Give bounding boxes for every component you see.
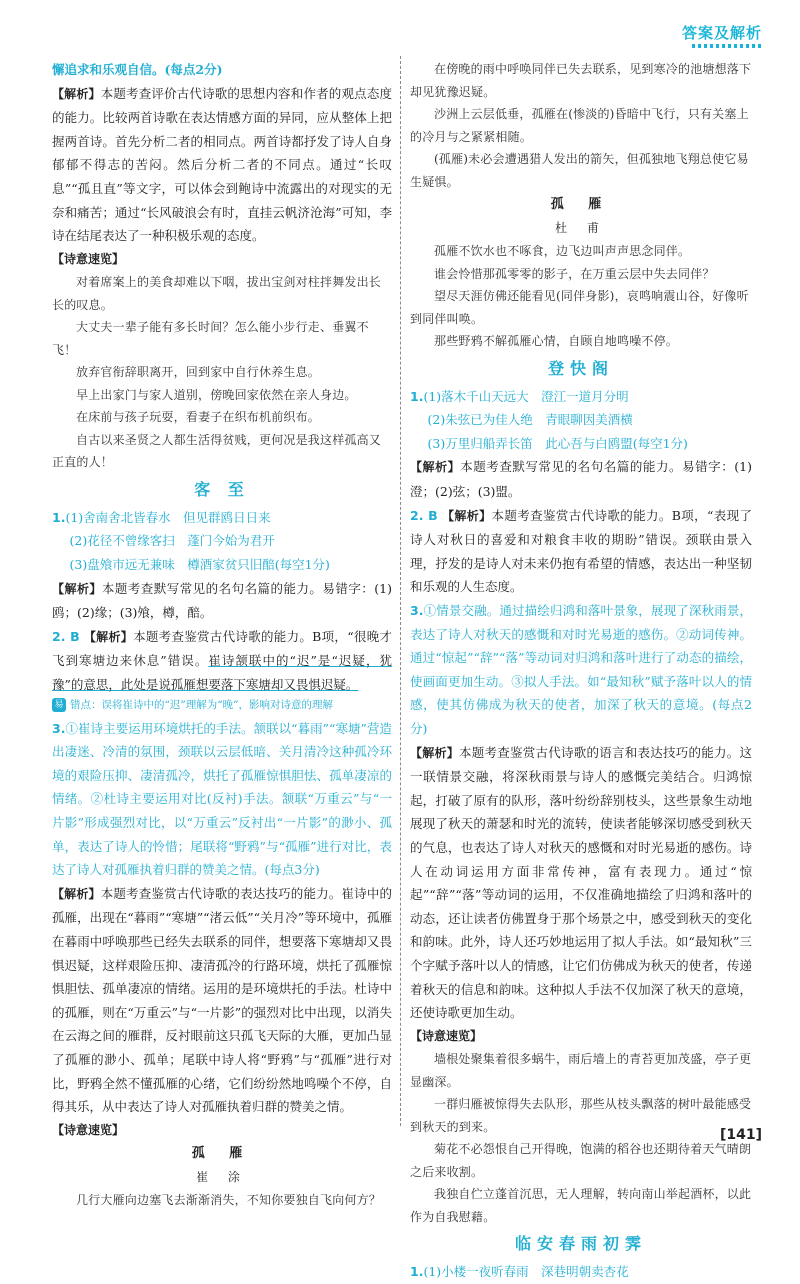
analysis-paragraph: [52, 577, 392, 625]
translation-line: 谁会怜惜那孤零零的影子，在万重云层中失去同伴？: [434, 266, 715, 281]
analysis-text: 本题考查鉴赏古代诗歌的表达技巧的能力。崔诗中的孤雁，出现在“暮雨”“寒塘”“渚云低”“关月冷”等环境中，孤雁在暮雨中呼唤那些已经失去联系的同伴，想要落下寒塘却又畏惧迟疑，这样艰险压抑、凄清孤冷的行路环境，烘托了孤雁惊惧胆怯、孤单凄凉的情绪。运用的是环境烘托的手法。杜诗中的孤雁，则在“万重云”与“一片影”的强烈对比中出现，以消失在云海之间的雁群，反衬眼前这只孤飞天际的大雁，更加凸显了孤雁的渺小、孤单；尾联中诗人将“野鸦”与“孤雁”进行对比，野鸦全然不懂孤雁的心绪，它们纷纷然地鸣噪个不停，自得其乐，从中表达了诗人对孤雁执着归群的赞美之情。: [52, 885, 392, 1115]
question-number: 2. B: [52, 628, 80, 644]
answer-continuation: 懈追求和乐观自信。(每点2分): [52, 62, 223, 77]
answer-line: (2)朱弦已为佳人绝 青眼聊因美酒横: [427, 412, 633, 428]
analysis-tag: 【解析】: [83, 629, 134, 644]
answer-line: (2)花径不曾缘客扫 蓬门今始为君开: [69, 533, 275, 549]
translation-line: 我独自伫立蓬首沉思，无人理解，转向南山举起酒杯，以此作为自我慰藉。: [410, 1187, 752, 1224]
question-number: 2. B: [410, 507, 438, 523]
translation-line: 一群归雁被惊得失去队形，那些从枝头飘落的树叶最能感受到秋天的到来。: [410, 1097, 752, 1134]
question-2: [410, 504, 752, 599]
page-number: [141]: [719, 1127, 762, 1143]
analysis-tag: 【解析】: [410, 460, 461, 475]
answer-line: (1)落木千山天远大 澄江一道月分明: [423, 388, 629, 404]
question-2: [52, 625, 392, 697]
translation-line: 自古以来圣贤之人都生活得贫贱，更何况是我这样孤高又正直的人！: [52, 432, 382, 470]
answer-text: ①崔诗主要运用环境烘托的手法。颔联以“暮雨”“寒塘”营造出凄迷、冷清的氛围，颈联以云层低暗、关月清冷这种孤冷环境的艰险压抑、凄清孤冷，烘托了孤雁惊惧胆怯、孤单凄凉的情绪。②杜诗主要运用对比(反衬)手法。颔联“万重云”与“一片影”形成强烈对比，以“万重云”反衬出“一片影”的渺小、孤单，表达了诗人的怜惜；尾联将“野鸦”与“孤雁”进行对比，表达了诗人对孤雁执着归群的赞美之情。(每点3分): [52, 720, 392, 878]
answer-line: (3)盘飧市远无兼味 樽酒家贫只旧醅(每空1分): [69, 557, 330, 573]
speed-read-tag: 【诗意速览】: [410, 1028, 483, 1043]
analysis-tag: 【解析】: [52, 581, 102, 596]
poem-title: 孤 雁: [191, 1146, 253, 1162]
translation-line: 对着席案上的美食却难以下咽，拔出宝剑对柱拌舞发出长长的叹息。: [52, 275, 382, 312]
answer-text: ①情景交融。通过描绘归鸿和落叶景象，展现了深秋雨景，表达了诗人对秋天的感慨和对时光易逝的感伤。②动词传神。通过“惊起”“辞”“落”等动词对归鸿和落叶进行了动态的描绘，使画面更加生动。③拟人手法。如“最知秋”赋予落叶以人的情感，使其仿佛成为秋天的使者，加深了秋天的意境。(每点2分): [410, 603, 752, 736]
section-title-kezhi: 客 至: [194, 479, 250, 499]
analysis-text: 本题考查鉴赏古代诗歌的能力。B项，“很晚才飞到寒塘边来休息”错误。: [52, 628, 392, 669]
translation-line: 早上出家门与家人道别，傍晚回家依然在亲人身边。: [76, 387, 357, 402]
section-title-linan: 临安春雨初霁: [514, 1234, 647, 1254]
question-number: 1.: [410, 1264, 424, 1280]
question-3: [52, 717, 392, 882]
question-1: [410, 385, 752, 409]
analysis-text: 本题考查默写常见的名句名篇的能力。易错字：(1)鸥；(2)缘；(3)飧，樽，醅。: [52, 580, 392, 621]
translation-line: 菊花不必怨恨自己开得晚，饱满的稻谷也还期待着天气晴朗之后来收割。: [410, 1142, 752, 1179]
translation-line: 墙根处聚集着很多蜗牛，雨后墙上的青苔更加茂盛，亭子更显幽深。: [410, 1052, 752, 1089]
column-divider: [400, 56, 401, 1126]
speed-read-tag: 【诗意速览】: [52, 251, 125, 266]
speed-read-tag: 【诗意速览】: [52, 1122, 125, 1137]
answer-line: (1)小楼一夜听春雨 深巷明朝卖杏花: [423, 1264, 629, 1280]
translation-line: 那些野鸦不解孤雁心情，自顾自地鸣噪不停。: [434, 334, 679, 349]
question-number: 3.: [410, 603, 424, 619]
header-title: 答案及解析: [681, 24, 762, 42]
question-1: [410, 1260, 752, 1284]
analysis-text: 本题考查默写常见的名句名篇的能力。易错字：(1)澄；(2)弦；(3)盟。: [410, 459, 752, 500]
poem-author: 杜 甫: [555, 220, 607, 235]
error-note: [52, 697, 392, 713]
translation-line: 望尽天涯仿佛还能看见(同伴身影)，哀鸣响震山谷，好像听到同伴叫唤。: [410, 289, 749, 326]
answer-line: (3)万里归船弄长笛 此心吾与白鸥盟(每空1分): [427, 435, 688, 451]
translation-line: 沙洲上云层低垂，孤雁在(惨淡的)昏暗中飞行，只有关塞上的冷月与之紧紧相随。: [410, 107, 749, 144]
analysis-paragraph: [52, 882, 392, 1119]
translation-line: 大丈夫一辈子能有多长时间？怎么能小步行走、垂翼不飞！: [52, 320, 369, 357]
error-note-icon: 易: [52, 698, 66, 712]
translation-line: (孤雁)未必会遭遇猎人发出的箭矢，但孤独地飞翔总使它易生疑惧。: [410, 152, 749, 189]
analysis-tag: 【解析】: [52, 886, 101, 901]
analysis-text: 本题考查鉴赏古代诗歌的语言和表达技巧的能力。这一联情景交融，将深秋雨景与诗人的感慨完美结合。归鸿惊起，打破了原有的队形，落叶纷纷辞别枝头，这些景象生动地展现了秋天的萧瑟和时光的流转，使读者能够深切感受到秋天的气息，也表达了诗人对秋天的感慨和对时光易逝的感伤。诗人在动词运用方面非常传神，富有表现力。通过“惊起”“辞”“落”等动词的运用，不仅准确地描绘了归鸿和落叶的动态，还让读者仿佛置身于那个场景之中，感受到秋天的变化和韵味。此外，诗人还巧妙地运用了拟人手法。如“最知秋”三个字赋予落叶以人的情感，让它们仿佛成为秋天的使者，传递着秋天的信息和韵味。这种拟人手法不仅加深了秋天的意境，还使诗歌更加生动。: [410, 744, 752, 1021]
question-1: [52, 506, 392, 530]
translation-line: 孤雁不饮水也不啄食，边飞边叫声声思念同伴。: [434, 244, 691, 259]
analysis-paragraph: [410, 741, 752, 1025]
answer-line: (1)舍南舍北皆春水 但见群鸥日日来: [65, 509, 271, 525]
question-number: 1.: [52, 509, 66, 525]
question-number: 1.: [410, 388, 424, 404]
header-decoration: [692, 44, 762, 48]
poem-author: 崔 涂: [196, 1169, 248, 1184]
analysis-tag: 【解析】: [52, 86, 101, 101]
error-note-text: 错点：误将崔诗中的“迟”理解为“晚”，影响对诗意的理解: [70, 698, 333, 711]
section-title-dengkuaige: 登快阁: [547, 358, 614, 378]
question-3: [410, 599, 752, 741]
translation-line: 放弃官衔辞职离开，回到家中自行休养生息。: [76, 365, 321, 380]
left-column: [52, 58, 392, 1212]
analysis-text: 本题考查评价古代诗歌的思想内容和作者的观点态度的能力。比较两首诗歌在表达情感方面的异同，应从整体上把握两首诗。首先分析二者的相同点。两首诗都抒发了诗人自身郁郁不得志的苦闷。然后分析二者的不同点。通过“长叹息”“孤且直”等文字，可以体会到鲍诗中流露出的对现实的无奈和痛苦；通过“长风破浪会有时，直挂云帆济沧海”可知，李诗在结尾表达了一种积极乐观的态度。: [52, 85, 392, 244]
poem-title: 孤 雁: [550, 197, 612, 212]
analysis-tag: 【解析】: [410, 745, 459, 760]
translation-line: 在傍晚的雨中呼唤同伴已失去联系，见到寒冷的池塘想落下却见犹豫迟疑。: [410, 62, 752, 99]
analysis-text: 本题考查鉴赏古代诗歌的能力。B项，“表现了诗人对秋日的喜爱和对粮食丰收的期盼”错误。颈联由景入理，抒发的是诗人对未来仍抱有希望的情感，表达出一种坚韧和乐观的人生态度。: [410, 507, 752, 595]
translation-line: 在床前与孩子玩耍，看妻子在织布机前织布。: [76, 410, 321, 425]
right-column: [410, 58, 752, 1284]
analysis-paragraph: [410, 455, 752, 503]
analysis-tag: 【解析】: [442, 508, 492, 523]
translation-line: 几行大雁向边塞飞去渐渐消失，不知你要独自飞向何方？: [76, 1193, 382, 1208]
underlined-text: 崔诗颔联中的“迟”是“迟疑，犹豫”的意思，此处是说孤雁想要落下寒塘却又畏惧迟疑。: [52, 653, 392, 692]
analysis-paragraph: [52, 82, 392, 248]
question-number: 3.: [52, 720, 66, 736]
